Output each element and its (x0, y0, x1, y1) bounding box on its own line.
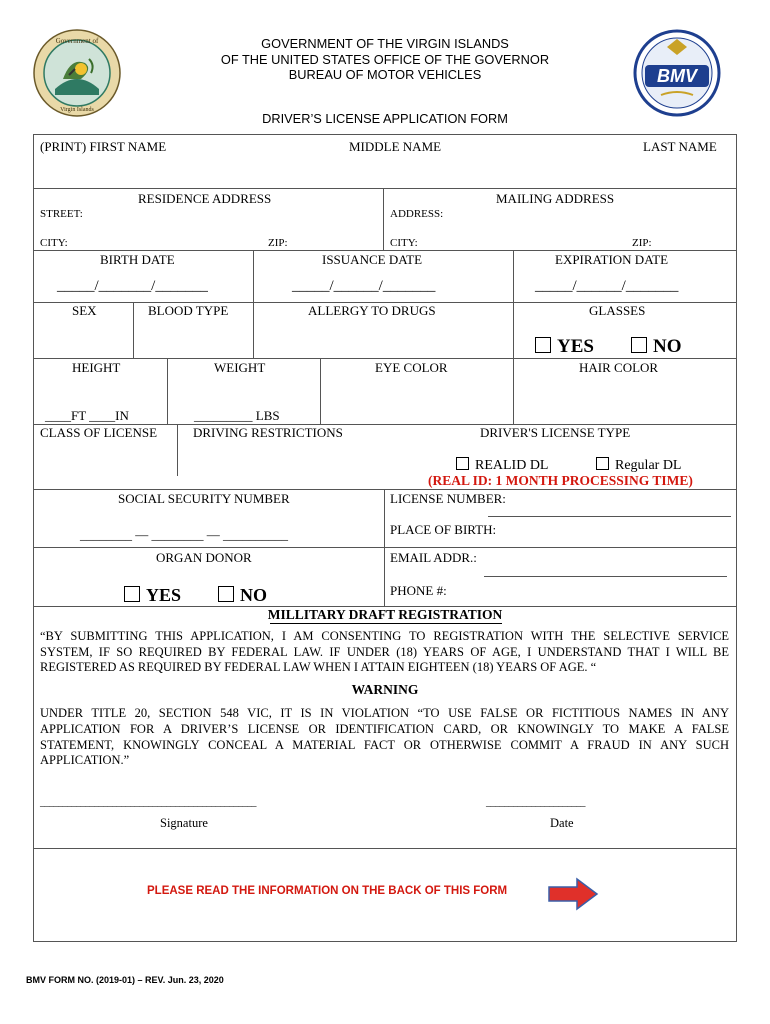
organ-no-checkbox[interactable] (218, 585, 267, 606)
military-line-1: “BY SUBMITTING THIS APPLICATION, I AM CONSENTING TO REGISTRATION WITH THE SELECTIVE SERVICE (40, 629, 729, 643)
class-of-license-field[interactable] (34, 442, 174, 488)
first-name-label: (PRINT) FIRST NAME (40, 139, 167, 154)
realid-checkbox[interactable] (456, 457, 549, 474)
issuance-date-label: ISSUANCE DATE (322, 252, 423, 267)
height-label: HEIGHT (72, 360, 121, 375)
weight-label: WEIGHT (214, 360, 266, 375)
middle-name-label: MIDDLE NAME (349, 139, 442, 154)
bmv-logo-text: BMV (657, 66, 697, 86)
organ-yes-checkbox[interactable] (124, 585, 181, 606)
eye-color-label: EYE COLOR (375, 360, 448, 375)
warning-line-2: APPLICATION FOR A DRIVER’S LICENSE OR IDENTIFICATION CARD, OR KNOWINGLY TO MAKE A FALSE (40, 722, 729, 736)
hair-color-label: HAIR COLOR (579, 360, 659, 375)
glasses-yes-checkbox[interactable] (535, 336, 594, 358)
eye-color-field[interactable] (322, 378, 510, 422)
mailing-address-field[interactable] (450, 206, 730, 230)
glasses-no-label: NO (653, 336, 682, 357)
signature-label: Signature (160, 816, 208, 830)
zip-label-left: ZIP: (268, 237, 288, 249)
header-line-3: BUREAU OF MOTOR VEHICLES (288, 67, 482, 82)
warning-line-1: UNDER TITLE 20, SECTION 548 VIC, IT IS IN VIOLATION “TO USE FALSE OR FICTITIOUS NAMES IN ANY (40, 706, 729, 720)
phone-label: PHONE #: (390, 583, 447, 598)
checkbox-icon (596, 457, 609, 470)
issuance-date-field[interactable]: _____/______/_______ (292, 278, 436, 294)
zip-label-right: ZIP: (632, 237, 652, 249)
form-title: DRIVER’S LICENSE APPLICATION FORM (262, 111, 508, 126)
email-label: EMAIL ADDR.: (390, 550, 477, 565)
blood-type-label: BLOOD TYPE (148, 303, 229, 318)
expiration-date-label: EXPIRATION DATE (555, 252, 669, 267)
street-label: STREET: (40, 208, 83, 220)
residence-address-title: RESIDENCE ADDRESS (138, 191, 272, 206)
height-field[interactable]: ____FT ____IN (45, 408, 129, 423)
city-label-right: CITY: (390, 237, 418, 249)
blood-type-field[interactable] (134, 320, 252, 356)
right-arrow-icon (547, 877, 599, 911)
ssn-field[interactable]: ________ — ________ — __________ (80, 527, 288, 542)
military-line-3: REGISTERED AS REQUIRED BY FEDERAL LAW WHEN I ATTAIN EIGHTEEN (18) YEARS OF AGE. “ (40, 660, 597, 674)
bmv-emblem-icon (631, 29, 723, 117)
date-field[interactable]: ______________________ (486, 797, 585, 808)
license-type-label: DRIVER'S LICENSE TYPE (480, 425, 631, 440)
date-label: Date (550, 816, 574, 830)
weight-field[interactable]: _________ LBS (194, 408, 280, 423)
allergy-label: ALLERGY TO DRUGS (308, 303, 436, 318)
realid-label: REALID DL (475, 458, 549, 473)
license-number-label: LICENSE NUMBER: (390, 491, 506, 506)
sex-label: SEX (72, 303, 97, 318)
street-field[interactable] (88, 206, 378, 230)
header-line-1: GOVERNMENT OF THE VIRGIN ISLANDS (261, 36, 509, 51)
place-of-birth-label: PLACE OF BIRTH: (390, 522, 497, 537)
military-line-2: SYSTEM, IF SO REQUIRED BY FEDERAL LAW. IF UNDER (18) YEARS OF AGE, I UNDERSTAND THAT I WILL BE (40, 645, 729, 659)
expiration-date-field[interactable]: _____/______/_______ (535, 278, 679, 294)
phone-field[interactable] (460, 580, 730, 604)
email-field[interactable] (480, 549, 730, 573)
regular-dl-checkbox[interactable] (596, 457, 681, 474)
organ-donor-label: ORGAN DONOR (156, 550, 252, 565)
header-line-2: OF THE UNITED STATES OFFICE OF THE GOVERNOR (220, 51, 550, 67)
driving-restrictions-field[interactable] (180, 442, 380, 488)
organ-yes-label: YES (146, 585, 182, 605)
hair-color-field[interactable] (515, 378, 735, 422)
birth-date-field[interactable]: _____/_______/_______ (57, 278, 208, 294)
sex-field[interactable] (34, 320, 132, 356)
mailing-address-label: ADDRESS: (390, 208, 444, 220)
warning-title: WARNING (351, 682, 419, 697)
organ-no-label: NO (240, 585, 267, 605)
place-of-birth-field[interactable] (498, 520, 730, 542)
checkbox-icon (631, 337, 647, 353)
last-name-label: LAST NAME (643, 139, 717, 154)
signature-field[interactable]: ________________________________________________ (40, 797, 256, 808)
svg-text:Virgin Islands: Virgin Islands (60, 107, 94, 113)
warning-line-3: STATEMENT, KNOWINGLY CONCEAL A MATERIAL FACT OR OTHERWISE COMMIT A FRAUD IN ANY SUCH (40, 738, 729, 752)
back-of-form-notice: PLEASE READ THE INFORMATION ON THE BACK OF THIS FORM (147, 885, 508, 897)
first-name-field[interactable] (34, 156, 736, 187)
regular-dl-label: Regular DL (615, 458, 682, 473)
government-seal-icon (33, 29, 121, 117)
allergy-field[interactable] (254, 320, 512, 356)
class-of-license-label: CLASS OF LICENSE (40, 425, 158, 440)
birth-date-label: BIRTH DATE (100, 252, 175, 267)
form-number: BMV FORM NO. (2019-01) – REV. Jun. 23, 2020 (26, 975, 224, 985)
glasses-no-checkbox[interactable] (631, 336, 682, 358)
driving-restrictions-label: DRIVING RESTRICTIONS (193, 425, 343, 440)
glasses-label: GLASSES (589, 303, 646, 318)
ssn-label: SOCIAL SECURITY NUMBER (118, 491, 290, 506)
checkbox-icon (124, 586, 140, 602)
city-label-left: CITY: (40, 237, 68, 249)
realid-processing-note: (REAL ID: 1 MONTH PROCESSING TIME) (428, 473, 693, 488)
warning-line-4: APPLICATION.” (40, 753, 130, 767)
checkbox-icon (535, 337, 551, 353)
glasses-yes-label: YES (557, 336, 594, 357)
military-title: MILLITARY DRAFT REGISTRATION (267, 607, 503, 622)
checkbox-icon (456, 457, 469, 470)
mailing-address-title: MAILING ADDRESS (496, 191, 615, 206)
svg-text:Government of: Government of (55, 37, 99, 45)
checkbox-icon (218, 586, 234, 602)
license-number-field[interactable] (498, 490, 730, 514)
